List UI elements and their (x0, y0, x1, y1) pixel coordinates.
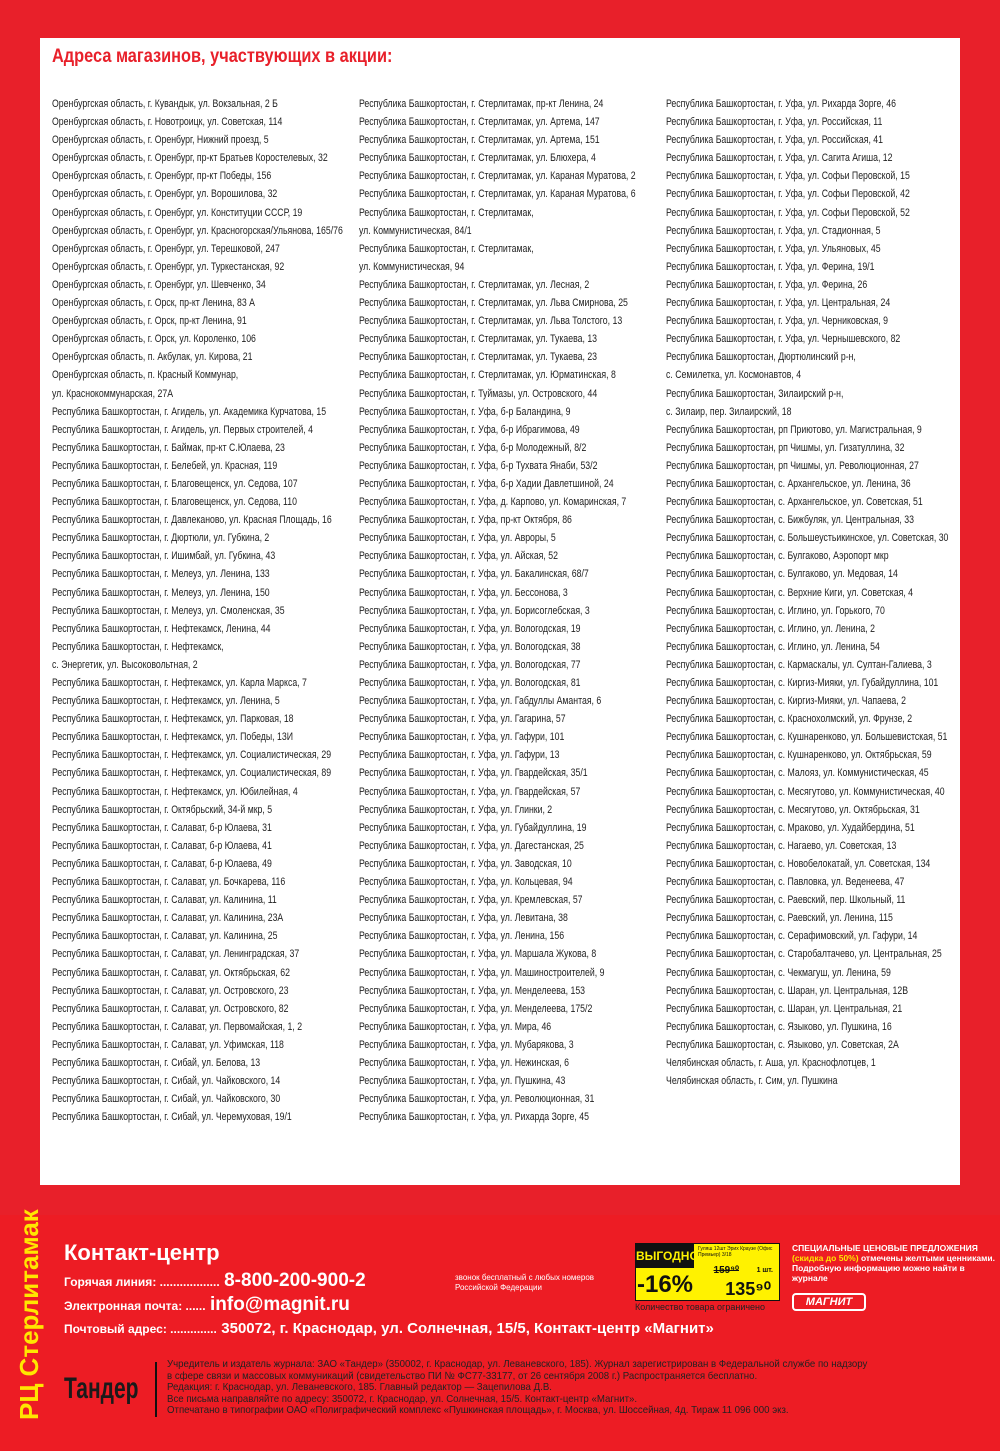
address-line: Республика Башкортостан, г. Уфа, ул. Софьи Перовской, 52 (666, 206, 910, 219)
address-line: Республика Башкортостан, г. Дюртюли, ул. Губкина, 2 (52, 532, 270, 545)
address-line: Республика Башкортостан, г. Уфа, ул. Рихарда Зорге, 45 (359, 1111, 589, 1124)
address-line: Республика Башкортостан, г. Салават, ул. Калинина, 11 (52, 894, 277, 907)
tag-discount: -16% (636, 1271, 694, 1298)
tander-logo: Тандер (64, 1372, 139, 1405)
address-line: Республика Башкортостан, г. Уфа, ул. Ферина, 19/1 (666, 260, 875, 273)
address-line: Республика Башкортостан, г. Салават, ул. Ленинградская, 37 (52, 948, 300, 961)
address-line: с. Энергетик, ул. Высоковольтная, 2 (52, 658, 198, 671)
address-line: Республика Башкортостан, г. Уфа, ул. Борисоглебская, 3 (359, 604, 590, 617)
tag-badge: ВЫГОДНО (636, 1244, 694, 1268)
address-line: Республика Башкортостан, г. Уфа, ул. Бакалинская, 68/7 (359, 568, 589, 581)
address-column-3 (666, 95, 948, 1090)
address-line: Оренбургская область, г. Оренбург, ул. Шевченко, 34 (52, 278, 266, 291)
divider (155, 1362, 157, 1417)
address-line: Республика Башкортостан, с. Иглино, ул. Ленина, 54 (666, 640, 880, 653)
address-line: Республика Башкортостан, с. Архангельское, ул. Ленина, 36 (666, 477, 911, 490)
address-line: Республика Башкортостан, с. Булгаково, Аэропорт мкр (666, 550, 889, 563)
address-line: Республика Башкортостан, г. Уфа, ул. Российская, 41 (666, 134, 884, 147)
address-line: Республика Башкортостан, г. Уфа, ул. Центральная, 24 (666, 297, 891, 310)
address-line: Республика Башкортостан, г. Уфа, ул. Софьи Перовской, 42 (666, 188, 910, 201)
address-line: Республика Башкортостан, г. Стерлитамак, ул. Юрматинская, 8 (359, 369, 616, 382)
address-line: Республика Башкортостан, с. Киргиз-Мияки, ул. Губайдуллина, 101 (666, 677, 939, 689)
address-line: Республика Башкортостан, г. Уфа, ул. Гафури, 101 (359, 731, 565, 744)
address-line: Республика Башкортостан, г. Уфа, ул. Черниковская, 9 (666, 315, 888, 328)
address-line: Республика Башкортостан, г. Белебей, ул. Красная, 119 (52, 459, 278, 472)
address-line: Оренбургская область, г. Новотроицк, ул. Советская, 114 (52, 116, 283, 129)
address-line: Республика Башкортостан, г. Стерлитамак, ул. Тукаева, 13 (359, 333, 598, 346)
address-line: Республика Башкортостан, г. Октябрьский, 34-й мкр, 5 (52, 803, 273, 816)
address-line: Республика Башкортостан, г. Стерлитамак, пр-кт Ленина, 24 (359, 98, 604, 110)
address-line: Оренбургская область, г. Кувандык, ул. Вокзальная, 2 Б (52, 98, 278, 110)
address-line: Республика Башкортостан, с. Месягутово, ул. Октябрьская, 31 (666, 803, 920, 816)
hotline-note (455, 1273, 594, 1293)
address-line: Республика Башкортостан, с. Нагаево, ул. Советская, 13 (666, 839, 897, 852)
email-link[interactable]: info@magnit.ru (210, 1294, 350, 1315)
address-line: Республика Башкортостан, с. Новобелокатай, ул. Советская, 134 (666, 857, 931, 870)
address-line: Республика Башкортостан, г. Уфа, ул. Гагарина, 57 (359, 713, 566, 726)
address-line: Республика Башкортостан, г. Стерлитамак, ул. Лесная, 2 (359, 278, 590, 291)
spec-discount: (скидка до 50%) (792, 1253, 859, 1263)
tag-product: Гуляш 12шт Эрих Краузе (Офис Премьер) 3/18 (698, 1246, 773, 1258)
address-line: Республика Башкортостан, г. Уфа, ул. Вологодская, 77 (359, 658, 581, 671)
address-line: Республика Башкортостан, с. Иглино, ул. Ленина, 2 (666, 622, 875, 635)
address-line: Республика Башкортостан, г. Салават, ул. Калинина, 23А (52, 912, 284, 925)
address-line: Республика Башкортостан, г. Нефтекамск, ул. Социалистическая, 89 (52, 767, 332, 780)
address-line: Республика Башкортостан, г. Стерлитамак, ул. Блюхера, 4 (359, 152, 596, 165)
address-line: Оренбургская область, г. Оренбург, ул. Красногорская/Ульянова, 165/76 (52, 224, 343, 237)
address-line: Республика Башкортостан, г. Уфа, ул. Ульяновых, 45 (666, 242, 881, 255)
address-line: Республика Башкортостан, г. Салават, б-р Юлаева, 41 (52, 839, 272, 852)
email-row (64, 1294, 350, 1316)
address-line: Республика Башкортостан, г. Нефтекамск, ул. Ленина, 5 (52, 695, 280, 708)
address-line: Республика Башкортостан, г. Уфа, ул. Чернышевского, 82 (666, 333, 901, 346)
post-label: Почтовый адрес: .............. (64, 1322, 217, 1336)
address-line: Республика Башкортостан, г. Уфа, ул. Габдуллы Амантая, 6 (359, 695, 602, 708)
tag-new-price: 135⁹⁰ (725, 1279, 771, 1299)
spec-heading: СПЕЦИАЛЬНЫЕ ЦЕНОВЫЕ ПРЕДЛОЖЕНИЯ (792, 1243, 978, 1253)
special-offers-text (792, 1243, 997, 1283)
address-line: Республика Башкортостан, с. Кушнаренково, ул. Октябрьская, 59 (666, 749, 932, 762)
address-line: Республика Башкортостан, г. Стерлитамак, ул. Артема, 151 (359, 134, 600, 147)
address-line: Республика Башкортостан, г. Салават, ул. Первомайская, 1, 2 (52, 1020, 303, 1033)
address-line: Республика Башкортостан, г. Уфа, б-р Баландина, 9 (359, 405, 571, 418)
contact-center-title: Контакт-центр (64, 1240, 220, 1265)
address-line: Республика Башкортостан, г. Баймак, пр-кт С.Юлаева, 23 (52, 441, 285, 454)
address-line: Республика Башкортостан, с. Языково, ул. Советская, 2А (666, 1038, 899, 1051)
address-line: Республика Башкортостан, с. Чекмагуш, ул. Ленина, 59 (666, 966, 891, 979)
address-line: Оренбургская область, п. Акбулак, ул. Кирова, 21 (52, 351, 253, 364)
address-line: Республика Башкортостан, г. Уфа, ул. Кольцевая, 94 (359, 876, 573, 889)
address-line: с. Зилаир, пер. Зилаирский, 18 (666, 405, 792, 418)
address-line: Республика Башкортостан, г. Нефтекамск, (52, 640, 224, 653)
address-line: Республика Башкортостан, г. Уфа, ул. Айская, 52 (359, 550, 558, 563)
address-line: Республика Башкортостан, г. Сибай, ул. Чайковского, 30 (52, 1093, 281, 1106)
address-line: Республика Башкортостан, г. Мелеуз, ул. Ленина, 150 (52, 586, 270, 599)
address-line: Республика Башкортостан, г. Уфа, ул. Вологодская, 81 (359, 677, 581, 689)
hotline-label: Горячая линия: .................. (64, 1275, 220, 1289)
address-line: Республика Башкортостан, г. Уфа, ул. Софьи Перовской, 15 (666, 170, 910, 183)
address-line: Республика Башкортостан, с. Булгаково, ул. Медовая, 14 (666, 568, 898, 581)
hotline-note-1: звонок бесплатный с любых номеров (455, 1273, 595, 1282)
publisher-line: Все письма направляйте по адресу: 350072, г. Краснодар, ул. Солнечная, 15/5. Контакт-центр «Магнит». (167, 1392, 638, 1405)
address-line: Республика Башкортостан, Зилаирский р-н, (666, 387, 844, 400)
address-line: Республика Башкортостан, г. Стерлитамак, (359, 206, 534, 219)
address-line: Республика Башкортостан, г. Уфа, б-р Хадии Давлетшиной, 24 (359, 477, 614, 490)
address-line: Республика Башкортостан, г. Уфа, б-р Тухвата Янаби, 53/2 (359, 459, 598, 472)
address-line: Республика Башкортостан, г. Уфа, ул. Гафури, 13 (359, 749, 560, 762)
address-line: Республика Башкортостан, с. Серафимовский, ул. Гафури, 14 (666, 930, 918, 943)
address-line: Республика Башкортостан, г. Уфа, ул. Пушкина, 43 (359, 1075, 566, 1088)
quantity-note: Количество товара ограничено (635, 1302, 766, 1312)
address-line: Республика Башкортостан, рп Приютово, ул. Магистральная, 9 (666, 423, 922, 436)
tag-unit: 1 шт. (756, 1267, 773, 1274)
address-line: Оренбургская область, г. Оренбург, ул. Туркестанская, 92 (52, 260, 285, 273)
address-line: Республика Башкортостан, г. Салават, б-р Юлаева, 49 (52, 857, 272, 870)
address-line: Республика Башкортостан, с. Месягутово, ул. Коммунистическая, 40 (666, 785, 945, 798)
address-line: Республика Башкортостан, с. Малояз, ул. Коммунистическая, 45 (666, 767, 929, 780)
address-line: Республика Башкортостан, с. Раевский, ул. Ленина, 115 (666, 912, 893, 925)
address-line: Республика Башкортостан, г. Уфа, ул. Ленина, 156 (359, 930, 565, 943)
address-line: Челябинская область, г. Аша, ул. Краснофлотцев, 1 (666, 1056, 876, 1069)
address-line: Республика Башкортостан, с. Шаран, ул. Центральная, 12В (666, 984, 909, 997)
address-line: Республика Башкортостан, г. Уфа, ул. Гвардейская, 57 (359, 785, 581, 798)
address-line: Республика Башкортостан, г. Уфа, ул. Заводская, 10 (359, 857, 572, 870)
address-line: Республика Башкортостан, г. Уфа, ул. Стадионная, 5 (666, 224, 881, 237)
address-line: Республика Башкортостан, г. Салават, ул. Бочкарева, 116 (52, 876, 286, 889)
address-line: Республика Башкортостан, рп Чишмы, ул. Гизатуллина, 32 (666, 441, 905, 454)
address-line: Республика Башкортостан, Дюртюлинский р-н, (666, 351, 856, 364)
hotline-note-2: Российской Федерации (455, 1283, 542, 1292)
address-line: Республика Башкортостан, с. Шаран, ул. Центральная, 21 (666, 1002, 903, 1015)
address-line: Республика Башкортостан, г. Уфа, ул. Машиностроителей, 9 (359, 966, 605, 979)
address-line: Республика Башкортостан, г. Уфа, б-р Ибрагимова, 49 (359, 423, 580, 436)
address-line: Республика Башкортостан, г. Уфа, ул. Авроры, 5 (359, 532, 556, 545)
address-line: Республика Башкортостан, с. Бижбуляк, ул. Центральная, 33 (666, 514, 914, 527)
magnit-logo: МАГНИТ (792, 1293, 866, 1311)
address-line: Республика Башкортостан, г. Стерлитамак, ул. Караная Муратова, 2 (359, 170, 636, 183)
address-line: Республика Башкортостан, г. Салават, ул. Калинина, 25 (52, 930, 278, 943)
address-line: Республика Башкортостан, г. Уфа, ул. Маршала Жукова, 8 (359, 948, 597, 961)
address-line: Республика Башкортостан, г. Уфа, ул. Менделеева, 153 (359, 984, 586, 997)
address-line: Республика Башкортостан, г. Уфа, ул. Вологодская, 38 (359, 640, 581, 653)
post-row (64, 1320, 714, 1338)
address-line: Республика Башкортостан, г. Уфа, ул. Левитана, 38 (359, 912, 568, 925)
address-line: Оренбургская область, г. Орск, пр-кт Ленина, 91 (52, 315, 247, 328)
address-line: Республика Башкортостан, г. Стерлитамак, ул. Караная Муратова, 6 (359, 188, 636, 201)
address-line: Республика Башкортостан, г. Уфа, ул. Российская, 11 (666, 116, 883, 129)
address-line: Республика Башкортостан, с. Мраково, ул. Худайбердина, 51 (666, 821, 915, 834)
address-line: Республика Башкортостан, с. Большеустьикинское, ул. Советская, 30 (666, 532, 949, 545)
address-line: Республика Башкортостан, г. Стерлитамак, ул. Льва Смирнова, 25 (359, 297, 628, 310)
post-address: 350072, г. Краснодар, ул. Солнечная, 15/5, Контакт-центр «Магнит» (221, 1320, 714, 1337)
address-line: Республика Башкортостан, г. Салават, ул. Октябрьская, 62 (52, 966, 290, 979)
address-line: Республика Башкортостан, г. Уфа, д. Карпово, ул. Комаринская, 7 (359, 496, 627, 509)
address-line: Республика Башкортостан, г. Мелеуз, ул. Ленина, 133 (52, 568, 270, 581)
address-line: Республика Башкортостан, г. Уфа, ул. Глинки, 2 (359, 803, 553, 816)
address-line: Оренбургская область, г. Орск, пр-кт Ленина, 83 А (52, 297, 255, 310)
address-line: Республика Башкортостан, г. Уфа, ул. Дагестанская, 25 (359, 839, 584, 852)
address-line: Республика Башкортостан, г. Уфа, ул. Бессонова, 3 (359, 586, 568, 599)
address-line: Республика Башкортостан, г. Нефтекамск, ул. Карла Маркса, 7 (52, 677, 307, 689)
address-line: Республика Башкортостан, с. Киргиз-Мияки, ул. Чапаева, 2 (666, 695, 906, 708)
region-label: РЦ Стерлитамак (14, 1209, 44, 1420)
hotline-number[interactable]: 8-800-200-900-2 (224, 1270, 366, 1291)
address-line: Республика Башкортостан, г. Уфа, ул. Сагита Агиша, 12 (666, 152, 893, 165)
address-line: Республика Башкортостан, г. Нефтекамск, ул. Юбилейная, 4 (52, 785, 298, 798)
address-line: Республика Башкортостан, г. Салават, ул. Островского, 23 (52, 984, 289, 997)
address-line: Оренбургская область, г. Оренбург, ул. Конституции СССР, 19 (52, 206, 303, 219)
address-line: Республика Башкортостан, г. Сибай, ул. Чайковского, 14 (52, 1075, 281, 1088)
address-line: Республика Башкортостан, с. Кармаскалы, ул. Султан-Галиева, 3 (666, 658, 932, 671)
address-line: Республика Башкортостан, с. Раевский, пер. Школьный, 11 (666, 894, 906, 907)
address-line: Республика Башкортостан, г. Стерлитамак, ул. Льва Толстого, 13 (359, 315, 623, 328)
address-line: Республика Башкортостан, г. Уфа, ул. Гвардейская, 35/1 (359, 767, 588, 780)
address-line: ул. Коммунистическая, 84/1 (359, 224, 472, 237)
address-line: Республика Башкортостан, г. Уфа, ул. Рихарда Зорге, 46 (666, 98, 896, 110)
address-line: Республика Башкортостан, г. Агидель, ул. Первых строителей, 4 (52, 423, 313, 436)
address-line: Республика Башкортостан, г. Уфа, пр-кт Октября, 86 (359, 514, 572, 527)
address-line: Республика Башкортостан, с. Кушнаренково, ул. Большевистская, 51 (666, 731, 948, 744)
address-line: Республика Башкортостан, г. Уфа, ул. Мубарякова, 3 (359, 1038, 574, 1051)
address-line: Республика Башкортостан, г. Мелеуз, ул. Смоленская, 35 (52, 604, 285, 617)
address-line: Республика Башкортостан, г. Нефтекамск, ул. Победы, 13И (52, 731, 293, 744)
address-line: Республика Башкортостан, г. Агидель, ул. Академика Курчатова, 15 (52, 405, 327, 418)
address-line: Республика Башкортостан, г. Уфа, ул. Нежинская, 6 (359, 1056, 569, 1069)
address-line: Республика Башкортостан, г. Туймазы, ул. Островского, 44 (359, 387, 598, 400)
address-line: Республика Башкортостан, г. Ишимбай, ул. Губкина, 43 (52, 550, 276, 563)
address-line: Республика Башкортостан, г. Уфа, б-р Молодежный, 8/2 (359, 441, 587, 454)
address-line: Оренбургская область, г. Оренбург, ул. Ворошилова, 32 (52, 188, 278, 201)
address-line: Республика Башкортостан, г. Уфа, ул. Революционная, 31 (359, 1093, 595, 1106)
address-line: Республика Башкортостан, рп Чишмы, ул. Революционная, 27 (666, 459, 919, 472)
address-line: Оренбургская область, г. Оренбург, ул. Терешковой, 247 (52, 242, 280, 255)
address-line: Республика Башкортостан, с. Иглино, ул. Горького, 70 (666, 604, 885, 617)
address-line: Республика Башкортостан, г. Уфа, ул. Вологодская, 19 (359, 622, 581, 635)
email-label: Электронная почта: ...... (64, 1299, 206, 1313)
price-tag-example (635, 1243, 780, 1301)
publisher-line: Учредитель и издатель журнала: ЗАО «Тандер» (350002, г. Краснодар, ул. Леваневского, 185). Журнал зарегистрирован в Федеральной службе по надзору (167, 1358, 868, 1370)
publisher-line: Отпечатано в типографии ОАО «Полиграфический комплекс «Пушкинская площадь», г. Москва, ул. Шоссейная, 4д. Тираж 11 096 000 экз. (167, 1404, 789, 1417)
address-line: Республика Башкортостан, г. Салават, б-р Юлаева, 31 (52, 821, 272, 834)
spec-body: отмечены желтыми ценниками. Подробную информацию можно найти в журнале (792, 1253, 995, 1283)
address-line: Республика Башкортостан, г. Уфа, ул. Менделеева, 175/2 (359, 1002, 593, 1015)
address-line: Республика Башкортостан, с. Верхние Киги, ул. Советская, 4 (666, 586, 914, 599)
publisher-info (167, 1359, 867, 1417)
address-line: Республика Башкортостан, с. Краснохолмский, ул. Фрунзе, 2 (666, 713, 913, 726)
address-line: Республика Башкортостан, г. Давлеканово, ул. Красная Площадь, 16 (52, 514, 332, 527)
address-line: ул. Коммунистическая, 94 (359, 260, 465, 273)
address-line: Республика Башкортостан, г. Стерлитамак, ул. Тукаева, 23 (359, 351, 598, 364)
address-line: Республика Башкортостан, г. Стерлитамак, (359, 242, 534, 255)
page-title: Адреса магазинов, участвующих в акции: (52, 46, 393, 67)
publisher-line: в сфере связи и массовых коммуникаций (свидетельство ПИ № ФС77-33177, от 26 сентября 2008 г.) Распространяется бесплатно. (167, 1369, 758, 1382)
address-column-1 (52, 95, 343, 1126)
address-line: Республика Башкортостан, г. Сибай, ул. Белова, 13 (52, 1056, 261, 1069)
address-line: Республика Башкортостан, г. Салават, ул. Островского, 82 (52, 1002, 289, 1015)
address-line: Республика Башкортостан, с. Старобалтачево, ул. Центральная, 25 (666, 948, 942, 961)
address-line: Республика Башкортостан, с. Архангельское, ул. Советская, 51 (666, 496, 923, 509)
address-line: Республика Башкортостан, г. Уфа, ул. Ферина, 26 (666, 278, 868, 291)
hotline-row (64, 1270, 366, 1292)
address-line: Оренбургская область, г. Оренбург, Нижний проезд, 5 (52, 134, 269, 147)
address-line: Республика Башкортостан, г. Уфа, ул. Мира, 46 (359, 1020, 552, 1033)
address-line: Республика Башкортостан, г. Нефтекамск, ул. Социалистическая, 29 (52, 749, 332, 762)
publisher-line: Редакция: г. Краснодар, ул. Леваневского, 185. Главный редактор — Зацепилова Д.В. (167, 1381, 552, 1394)
address-line: Республика Башкортостан, г. Салават, ул. Уфимская, 118 (52, 1038, 284, 1051)
address-line: Оренбургская область, г. Оренбург, пр-кт Братьев Коростелевых, 32 (52, 152, 328, 165)
address-line: Республика Башкортостан, с. Языково, ул. Пушкина, 16 (666, 1020, 892, 1033)
address-line: Республика Башкортостан, г. Сибай, ул. Черемуховая, 19/1 (52, 1111, 292, 1124)
address-line: Республика Башкортостан, г. Нефтекамск, ул. Парковая, 18 (52, 713, 294, 726)
address-line: с. Семилетка, ул. Космонавтов, 4 (666, 369, 802, 382)
address-line: Республика Башкортостан, с. Павловка, ул. Веденеева, 47 (666, 876, 905, 889)
address-line: Оренбургская область, г. Оренбург, пр-кт Победы, 156 (52, 170, 272, 183)
address-line: Республика Башкортостан, г. Стерлитамак, ул. Артема, 147 (359, 116, 600, 129)
address-line: Республика Башкортостан, г. Благовещенск, ул. Седова, 107 (52, 477, 298, 490)
address-line: Оренбургская область, п. Красный Коммунар, (52, 369, 239, 382)
address-line: Республика Башкортостан, г. Уфа, ул. Губайдуллина, 19 (359, 821, 587, 834)
address-column-2 (359, 95, 636, 1126)
address-line: ул. Краснокоммунарская, 27А (52, 387, 174, 400)
address-line: Челябинская область, г. Сим, ул. Пушкина (666, 1075, 838, 1088)
tag-old-price: 159⁹⁰ (713, 1265, 739, 1276)
address-line: Республика Башкортостан, г. Нефтекамск, Ленина, 44 (52, 622, 271, 635)
address-line: Республика Башкортостан, г. Благовещенск, ул. Седова, 110 (52, 496, 297, 509)
address-line: Оренбургская область, г. Орск, ул. Короленко, 106 (52, 333, 256, 346)
address-line: Республика Башкортостан, г. Уфа, ул. Кремлевская, 57 (359, 894, 583, 907)
